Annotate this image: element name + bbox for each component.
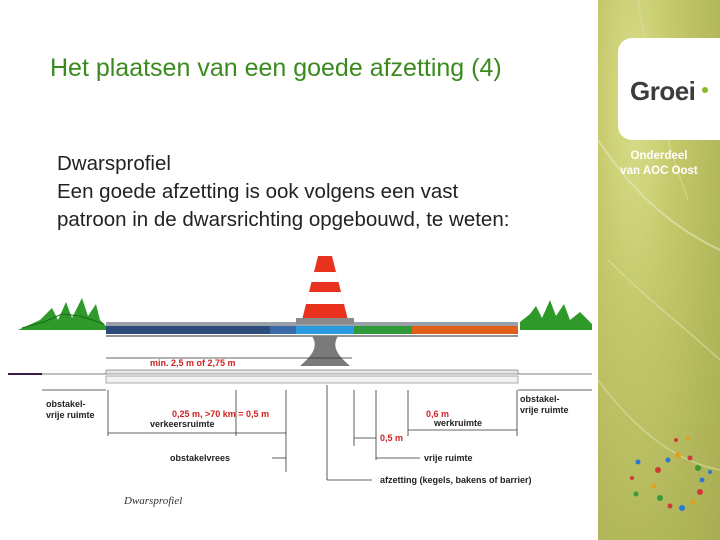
strip-segment-1 xyxy=(106,326,270,334)
vrije-ruimte-left-label: vrije ruimte xyxy=(46,410,95,420)
verkeersruimte-label: verkeersruimte xyxy=(150,419,215,429)
groei-logo: Groei xyxy=(630,76,696,106)
logo-dot-icon xyxy=(702,87,708,93)
strip-segment-4 xyxy=(412,326,518,334)
strip-segment-3 xyxy=(354,326,412,334)
brand-subtitle-1: Onderdeel xyxy=(630,150,688,162)
grass-icon xyxy=(520,300,592,330)
speed-rule-label: 0,25 m, >70 km = 0,5 m xyxy=(172,409,270,419)
zero-six-label: 0,6 m xyxy=(426,409,450,419)
min-width-label: min. 2,5 m of 2,75 m xyxy=(150,358,236,368)
body-heading: Dwarsprofiel xyxy=(57,152,171,175)
obstakel-left-label: obstakel- xyxy=(46,399,86,409)
cross-section-diagram xyxy=(0,250,598,520)
vrije-ruimte-right-label: vrije ruimte xyxy=(520,405,569,415)
vrije-ruimte-label: vrije ruimte xyxy=(424,453,473,463)
strip-segment-connector xyxy=(270,326,296,334)
obstakelvrees-label: obstakelvrees xyxy=(170,453,231,463)
body-line-2: patroon in de dwarsrichting opgebouwd, te weten: xyxy=(57,208,510,231)
afzetting-label: afzetting (kegels, bakens of barrier) xyxy=(380,475,532,485)
road-bar-upper xyxy=(106,370,518,374)
strip-segment-2 xyxy=(296,326,354,334)
half-meter-label: 0,5 m xyxy=(380,433,404,443)
brand-subtitle-2: van AOC Oost xyxy=(620,165,698,177)
body-line-1: Een goede afzetting is ook volgens een vast xyxy=(57,180,459,203)
werkruimte-label: werkruimte xyxy=(434,418,483,428)
body-text xyxy=(57,150,509,234)
obstakel-right-label: obstakel- xyxy=(520,394,560,404)
brand-sidebar xyxy=(598,0,720,540)
dot-circle-decoration xyxy=(630,436,712,511)
road-bar-lower xyxy=(106,376,518,383)
slide-title: Het plaatsen van een goede afzetting (4) xyxy=(50,54,502,82)
traffic-cone-icon xyxy=(296,256,354,366)
grass-icon xyxy=(18,298,106,330)
diagram-caption: Dwarsprofiel xyxy=(124,495,183,507)
